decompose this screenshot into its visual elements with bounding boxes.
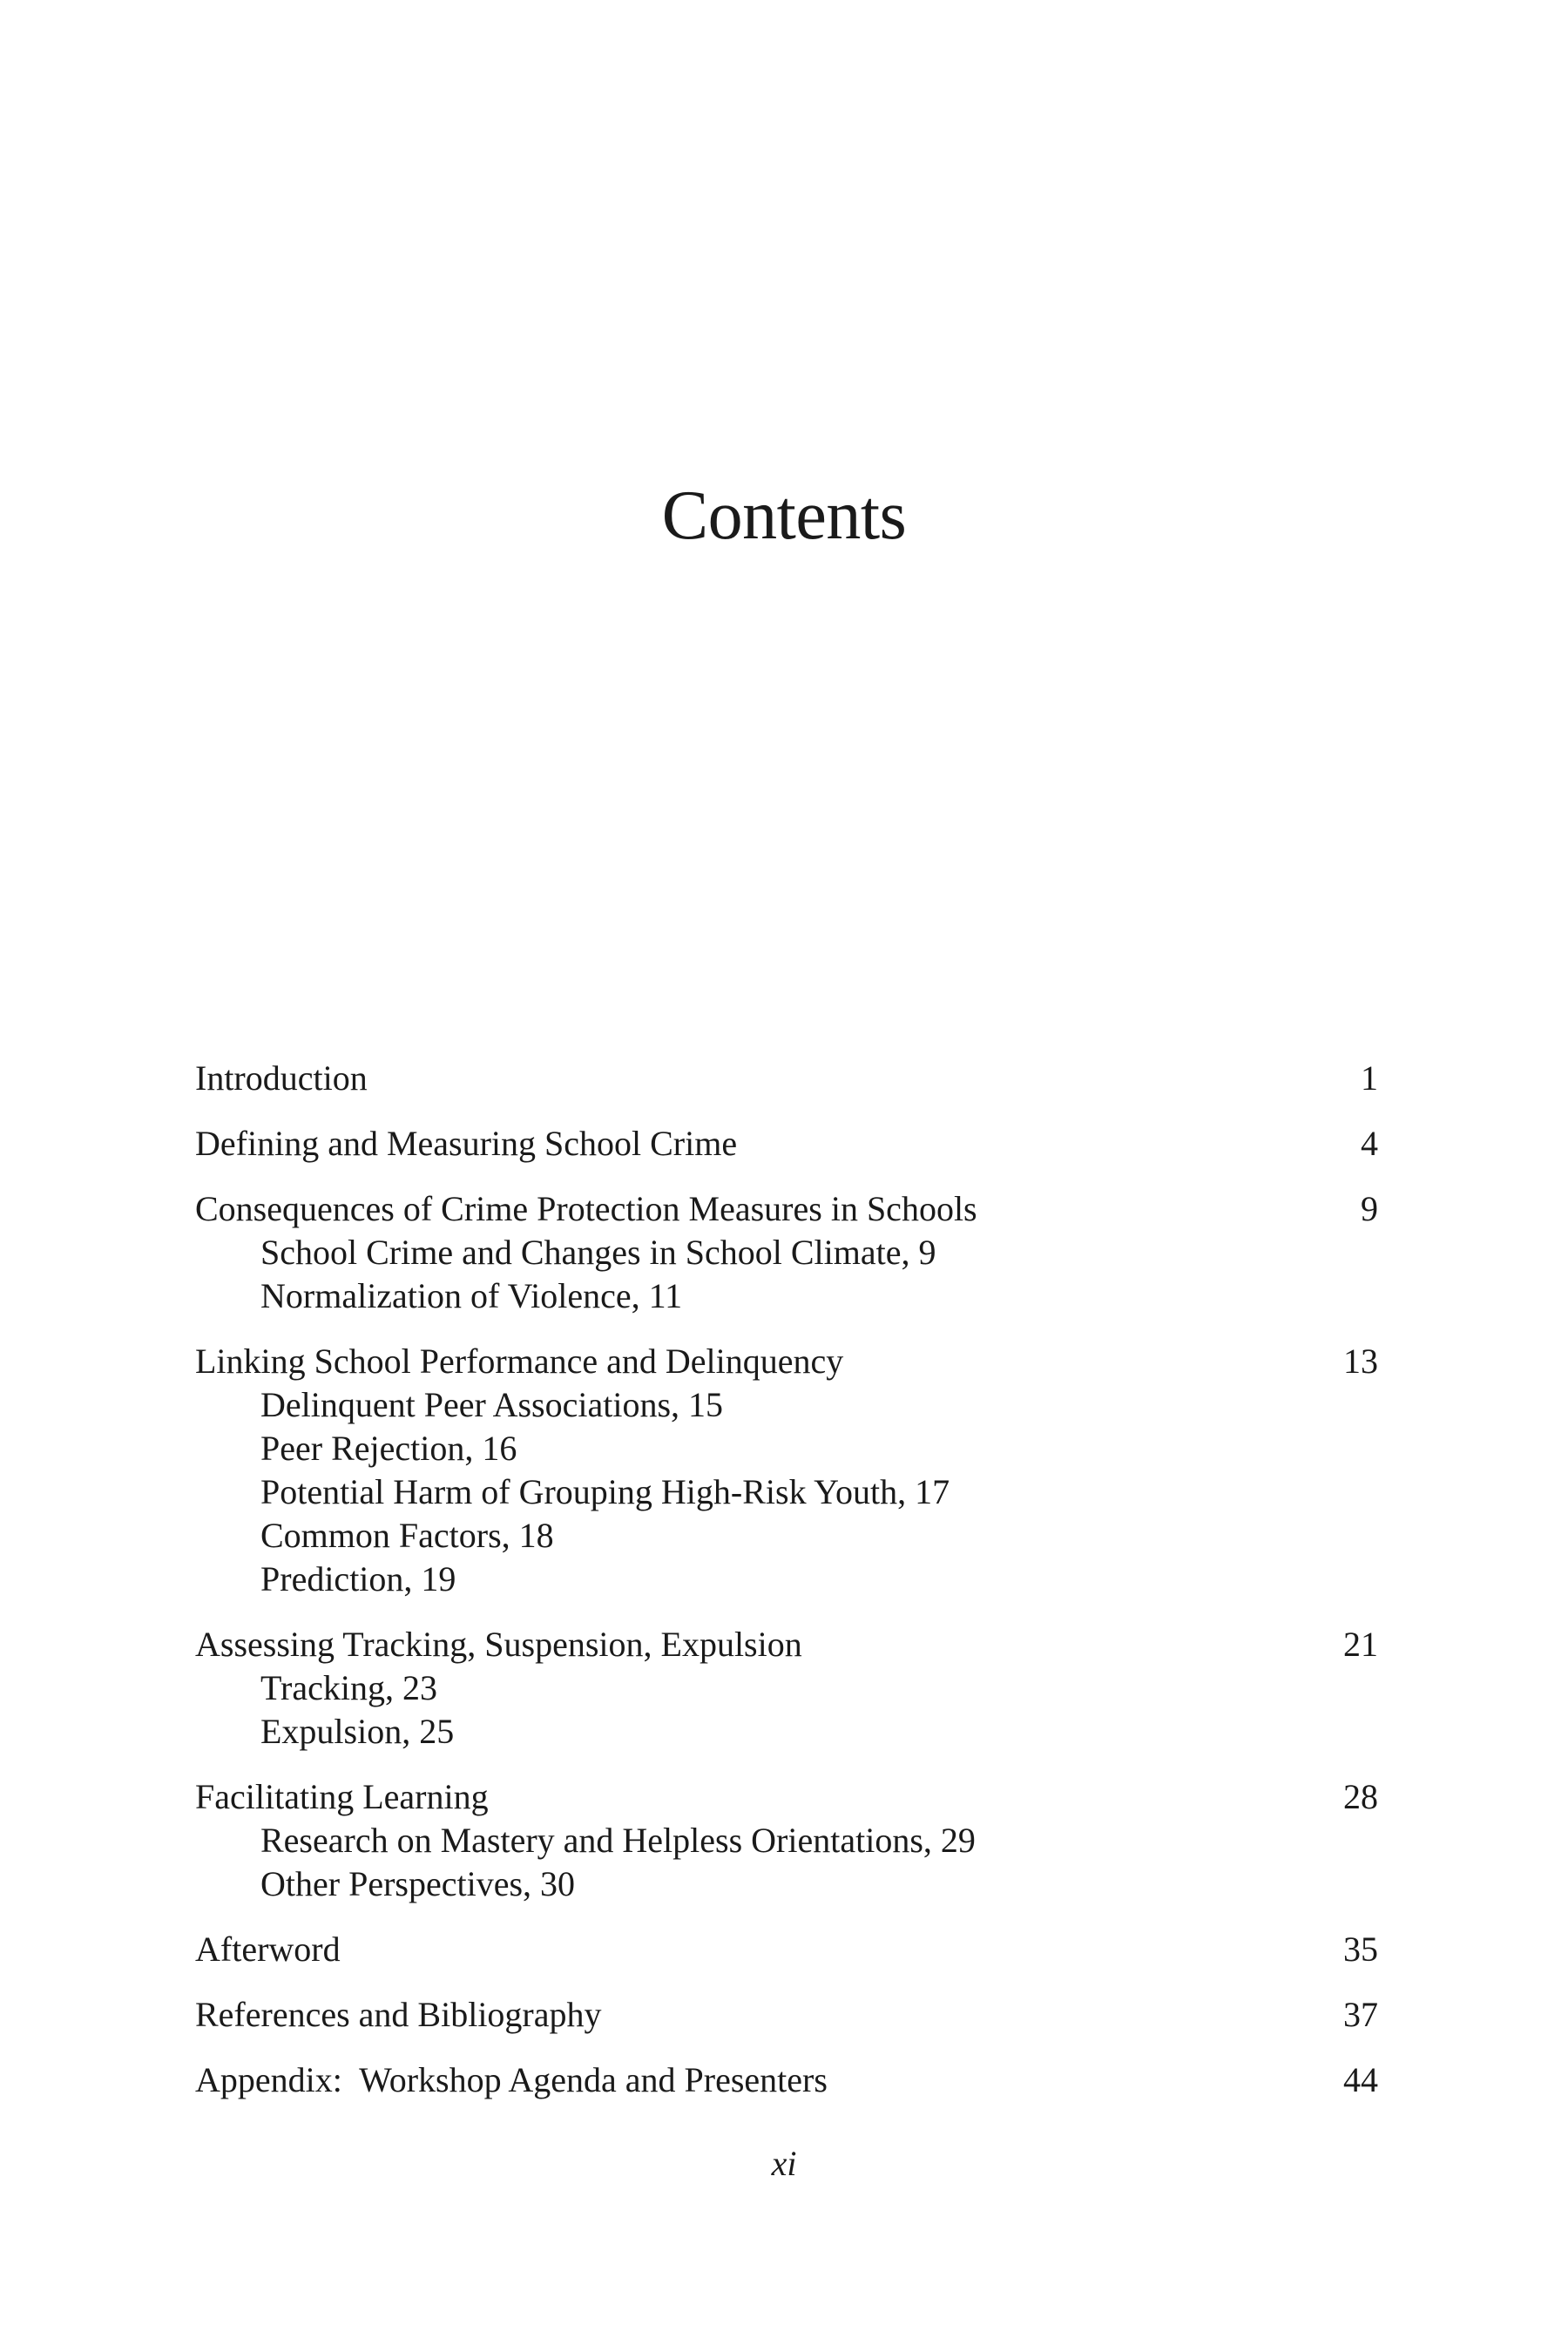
page-title: Contents	[661, 476, 907, 554]
toc-subentry[interactable]: Prediction, 19	[260, 1559, 456, 1598]
toc-subentry[interactable]: Expulsion, 25	[260, 1712, 455, 1751]
toc-subentry[interactable]: School Crime and Changes in School Climate, 9	[260, 1233, 936, 1272]
toc-entry[interactable]	[195, 1928, 1378, 1971]
toc-entry[interactable]	[195, 1122, 1378, 1166]
toc-entry-title: Assessing Tracking, Suspension, Expulsion	[195, 1625, 802, 1664]
toc-subentry[interactable]: Tracking, 23	[260, 1668, 437, 1707]
toc-entry-title: Introduction	[195, 1058, 368, 1098]
page-number: xi	[771, 2144, 797, 2183]
toc-subentry[interactable]: Peer Rejection, 16	[260, 1429, 517, 1468]
toc-entry-page: 13	[1343, 1342, 1378, 1381]
toc-entry-page: 1	[1361, 1058, 1378, 1098]
toc-subentry[interactable]: Delinquent Peer Associations, 15	[260, 1385, 724, 1424]
toc-entry-title: Linking School Performance and Delinquency	[195, 1342, 844, 1381]
toc-entry-page: 44	[1343, 2060, 1378, 2099]
toc-entry[interactable]	[195, 1993, 1378, 2037]
toc-entry-title: Facilitating Learning	[195, 1777, 489, 1816]
toc-entry-title: Appendix: Workshop Agenda and Presenters	[195, 2060, 828, 2099]
toc-entry[interactable]	[195, 1057, 1378, 1100]
toc-subentry[interactable]: Research on Mastery and Helpless Orientations, 29	[260, 1821, 976, 1860]
toc-entry-page: 28	[1343, 1777, 1378, 1816]
toc-entry-title: Consequences of Crime Protection Measures in Schools	[195, 1189, 977, 1228]
table-of-contents	[195, 1057, 1378, 2124]
toc-entry-page: 4	[1361, 1124, 1378, 1163]
toc-entry-title: Defining and Measuring School Crime	[195, 1124, 738, 1163]
toc-entry-title: Afterword	[195, 1930, 341, 1969]
toc-entry[interactable]	[195, 1187, 1378, 1318]
toc-entry[interactable]	[195, 1340, 1378, 1601]
toc-entry[interactable]	[195, 1775, 1378, 1906]
toc-subentry[interactable]: Common Factors, 18	[260, 1516, 554, 1555]
toc-entry-page: 37	[1343, 1995, 1378, 2034]
toc-entry[interactable]	[195, 2058, 1378, 2102]
toc-entry-title: References and Bibliography	[195, 1995, 602, 2034]
toc-subentry[interactable]: Potential Harm of Grouping High-Risk Youth, 17	[260, 1472, 950, 1511]
toc-subentry[interactable]: Normalization of Violence, 11	[260, 1276, 683, 1315]
toc-entry-page: 35	[1343, 1930, 1378, 1969]
toc-subentry[interactable]: Other Perspectives, 30	[260, 1864, 576, 1903]
toc-entry-page: 21	[1343, 1625, 1378, 1664]
toc-entry-page: 9	[1361, 1189, 1378, 1228]
toc-entry[interactable]	[195, 1623, 1378, 1754]
